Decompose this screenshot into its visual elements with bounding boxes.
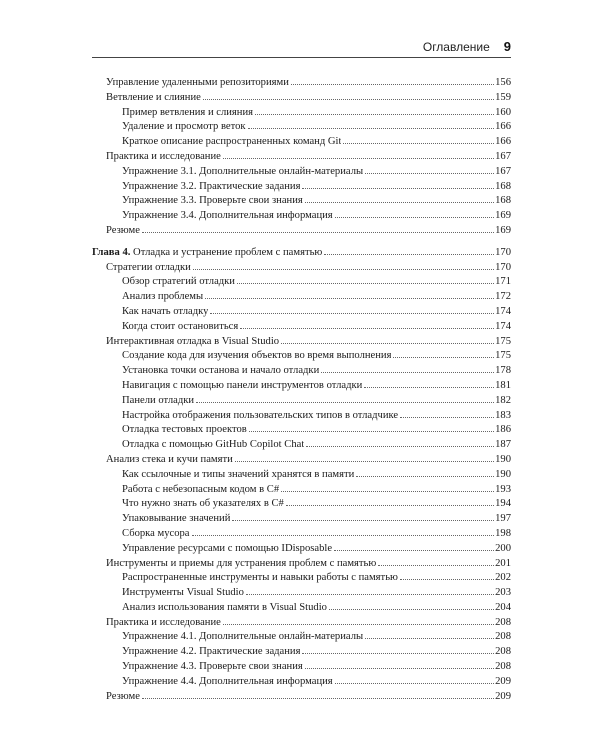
toc-entry — [92, 224, 511, 239]
leader-dots — [249, 431, 494, 432]
toc-entry-page: 174 — [495, 320, 511, 332]
toc-entry — [92, 305, 511, 320]
toc-entry — [92, 601, 511, 616]
toc-entry — [92, 571, 511, 586]
toc-entry — [92, 150, 511, 165]
toc-entry — [92, 468, 511, 483]
toc-entry-page: 170 — [495, 261, 511, 273]
toc-entry-title: Навигация с помощью панели инструментов отладки — [122, 379, 363, 391]
toc-entry — [92, 275, 511, 290]
toc-entry — [92, 180, 511, 195]
leader-dots — [305, 202, 494, 203]
toc-entry — [92, 290, 511, 305]
toc-entry — [92, 120, 511, 135]
leader-dots — [281, 343, 494, 344]
toc-entry-title: Практика и исследование — [106, 616, 221, 628]
leader-dots — [365, 173, 494, 174]
toc-entry — [92, 165, 511, 180]
leader-dots — [281, 491, 494, 492]
toc-entry-title: Настройка отображения пользовательских типов в отладчике — [122, 409, 399, 421]
leader-dots — [235, 461, 494, 462]
leader-dots — [237, 283, 494, 284]
header-title: Оглавление — [422, 40, 490, 54]
toc-entry-page: 169 — [495, 224, 511, 236]
toc-entry-title: Управление ресурсами с помощью IDisposable — [122, 542, 333, 554]
leader-dots — [142, 232, 494, 233]
toc-entry-page: 208 — [495, 631, 511, 643]
toc-entry-title: Что нужно знать об указателях в C# — [122, 498, 284, 510]
toc-entry-title: Управление удаленными репозиториями — [106, 77, 289, 88]
toc-entry-title: Отладка тестовых проектов — [122, 424, 247, 436]
toc-entry-page: 198 — [495, 527, 511, 539]
leader-dots — [210, 313, 494, 314]
toc-entry-title: Упражнение 3.1. Дополнительные онлайн-материалы — [122, 165, 364, 177]
toc-entry-title: Как ссылочные и типы значений хранятся в памяти — [122, 468, 355, 480]
toc-entry-page: 208 — [495, 616, 511, 628]
toc-entry — [92, 586, 511, 601]
toc-entry — [92, 675, 511, 690]
toc-entry-title: Упражнение 3.2. Практические задания — [122, 180, 301, 192]
toc-entry-title: Краткое описание распространенных команд Git — [122, 136, 342, 148]
leader-dots — [356, 476, 494, 477]
toc-entry-page: 181 — [495, 379, 511, 391]
chapter-label: Глава 4. — [92, 246, 131, 258]
leader-dots — [223, 158, 494, 159]
toc-entry-title: Панели отладки — [122, 394, 195, 406]
toc-entry-page: 166 — [495, 121, 511, 133]
toc-entry-page: 178 — [495, 365, 511, 377]
toc-entry-page: 166 — [495, 136, 511, 148]
toc-entry-page: 187 — [495, 439, 511, 451]
toc-entry-page: 208 — [495, 646, 511, 658]
running-header — [92, 36, 511, 58]
toc-entry — [92, 660, 511, 675]
toc-entry-page: 197 — [495, 513, 511, 525]
leader-dots — [329, 609, 494, 610]
toc-entry-title: Создание кода для изучения объектов во время выполнения — [122, 350, 392, 362]
toc-entry-title: Стратегии отладки — [106, 261, 191, 273]
toc-entry — [92, 542, 511, 557]
toc-entry-page: 167 — [495, 165, 511, 177]
toc-entry-page: 172 — [495, 291, 511, 303]
leader-dots — [365, 638, 494, 639]
toc-entry-title: Сборка мусора — [122, 527, 190, 539]
leader-dots — [193, 269, 494, 270]
leader-dots — [248, 128, 495, 129]
toc-entry-page: 175 — [495, 350, 511, 362]
leader-dots — [240, 328, 494, 329]
toc-entry-title: Упражнение 3.3. Проверьте свои знания — [122, 195, 303, 207]
toc-entry-page: 186 — [495, 424, 511, 436]
toc-entry — [92, 690, 511, 705]
toc-entry-page: 160 — [495, 106, 511, 118]
toc-entry-page: 159 — [495, 91, 511, 103]
leader-dots — [302, 653, 494, 654]
leader-dots — [335, 217, 494, 218]
toc-entry-title: Упражнение 4.4. Дополнительная информация — [122, 675, 333, 687]
leader-dots — [343, 143, 494, 144]
toc-entry-page: 200 — [495, 542, 511, 554]
leader-dots — [223, 624, 494, 625]
leader-dots — [324, 254, 494, 255]
toc-entry — [92, 453, 511, 468]
leader-dots — [364, 387, 494, 388]
leader-dots — [255, 114, 494, 115]
toc-entry-title: Анализ стека и кучи памяти — [106, 453, 233, 465]
leader-dots — [400, 579, 494, 580]
toc-entry-page: 193 — [495, 483, 511, 495]
toc-entry — [92, 630, 511, 645]
toc-entry-page: 168 — [495, 180, 511, 192]
toc-entry — [92, 557, 511, 572]
toc-entry-title: Упражнение 4.1. Дополнительные онлайн-материалы — [122, 631, 364, 643]
toc-entry-title: Отладка с помощью GitHub Copilot Chat — [122, 439, 305, 451]
toc-entry — [92, 379, 511, 394]
leader-dots — [378, 565, 494, 566]
toc-entry-title: Когда стоит остановиться — [122, 320, 239, 332]
leader-dots — [203, 99, 494, 100]
toc-entry-page: 204 — [495, 601, 511, 613]
leader-dots — [334, 550, 494, 551]
leader-dots — [321, 372, 494, 373]
leader-dots — [232, 520, 494, 521]
toc-entry-title: Распространенные инструменты и навыки работы с памятью — [122, 572, 398, 584]
leader-dots — [305, 668, 494, 669]
table-of-contents — [92, 76, 511, 704]
toc-entry-title: Упражнение 4.3. Проверьте свои знания — [122, 661, 303, 673]
toc-entry — [92, 409, 511, 424]
toc-entry-page: 203 — [495, 587, 511, 599]
leader-dots — [196, 402, 494, 403]
toc-entry — [92, 335, 511, 350]
toc-entry-page: 190 — [495, 468, 511, 480]
toc-chapter-entry — [92, 246, 511, 261]
leader-dots — [302, 188, 494, 189]
toc-entry-title: Анализ проблемы — [122, 291, 204, 303]
toc-entry — [92, 106, 511, 121]
toc-entry — [92, 261, 511, 276]
toc-entry-title: Установка точки останова и начало отладки — [122, 365, 320, 377]
toc-entry-page: 156 — [495, 77, 511, 88]
toc-entry-title: Упражнение 4.2. Практические задания — [122, 646, 301, 658]
toc-entry-page: 169 — [495, 210, 511, 222]
toc-entry-page: 175 — [495, 335, 511, 347]
toc-entry — [92, 76, 511, 91]
toc-entry-page: 202 — [495, 572, 511, 584]
toc-entry-title: Удаление и просмотр веток — [122, 121, 246, 133]
toc-entry-title: Резюме — [106, 224, 140, 236]
chapter-title: Отладка и устранение проблем с памятью — [130, 246, 323, 258]
toc-entry — [92, 497, 511, 512]
leader-dots — [192, 535, 495, 536]
leader-dots — [393, 357, 494, 358]
toc-entry-title: Анализ использования памяти в Visual Studio — [122, 601, 327, 613]
toc-entry — [92, 512, 511, 527]
toc-entry-title: Резюме — [106, 690, 140, 702]
toc-entry-title: Практика и исследование — [106, 150, 221, 162]
toc-entry — [92, 209, 511, 224]
toc-entry — [92, 91, 511, 106]
toc-entry-page: 190 — [495, 453, 511, 465]
toc-entry — [92, 194, 511, 209]
toc-entry — [92, 349, 511, 364]
leader-dots — [306, 446, 494, 447]
toc-entry — [92, 616, 511, 631]
toc-entry-title: Пример ветвления и слияния — [122, 106, 254, 118]
leader-dots — [335, 683, 494, 684]
toc-entry — [92, 645, 511, 660]
leader-dots — [286, 505, 494, 506]
toc-entry — [92, 394, 511, 409]
toc-entry-page: 209 — [495, 675, 511, 687]
toc-entry-title — [92, 246, 322, 261]
toc-entry — [92, 135, 511, 150]
toc-entry-title: Работа с небезопасным кодом в C# — [122, 483, 280, 495]
leader-dots — [400, 417, 494, 418]
toc-entry-page: 174 — [495, 305, 511, 317]
toc-entry-title: Ветвление и слияние — [106, 91, 201, 103]
toc-entry-title: Инструменты и приемы для устранения проблем с памятью — [106, 557, 377, 569]
toc-entry-title: Как начать отладку — [122, 305, 209, 317]
toc-entry — [92, 423, 511, 438]
toc-entry — [92, 364, 511, 379]
toc-entry-page: 208 — [495, 661, 511, 673]
toc-entry — [92, 483, 511, 498]
header-page-number: 9 — [503, 39, 511, 54]
toc-entry-page: 209 — [495, 690, 511, 702]
toc-entry-title: Упражнение 3.4. Дополнительная информация — [122, 210, 333, 222]
toc-entry-page: 183 — [495, 409, 511, 421]
toc-entry — [92, 320, 511, 335]
leader-dots — [142, 698, 494, 699]
toc-entry-title: Обзор стратегий отладки — [122, 276, 235, 288]
toc-entry-page: 194 — [495, 498, 511, 510]
leader-dots — [246, 594, 494, 595]
toc-entry-title: Упаковывание значений — [122, 513, 231, 525]
toc-entry-title: Инструменты Visual Studio — [122, 587, 244, 599]
toc-entry-page: 201 — [495, 557, 511, 569]
toc-entry — [92, 527, 511, 542]
toc-entry — [92, 438, 511, 453]
toc-entry-page: 170 — [495, 246, 511, 258]
toc-entry-title: Интерактивная отладка в Visual Studio — [106, 335, 280, 347]
toc-entry-page: 182 — [495, 394, 511, 406]
toc-entry-page: 171 — [495, 276, 511, 288]
toc-entry-page: 168 — [495, 195, 511, 207]
leader-dots — [291, 84, 494, 85]
leader-dots — [205, 298, 494, 299]
toc-entry-page: 167 — [495, 150, 511, 162]
